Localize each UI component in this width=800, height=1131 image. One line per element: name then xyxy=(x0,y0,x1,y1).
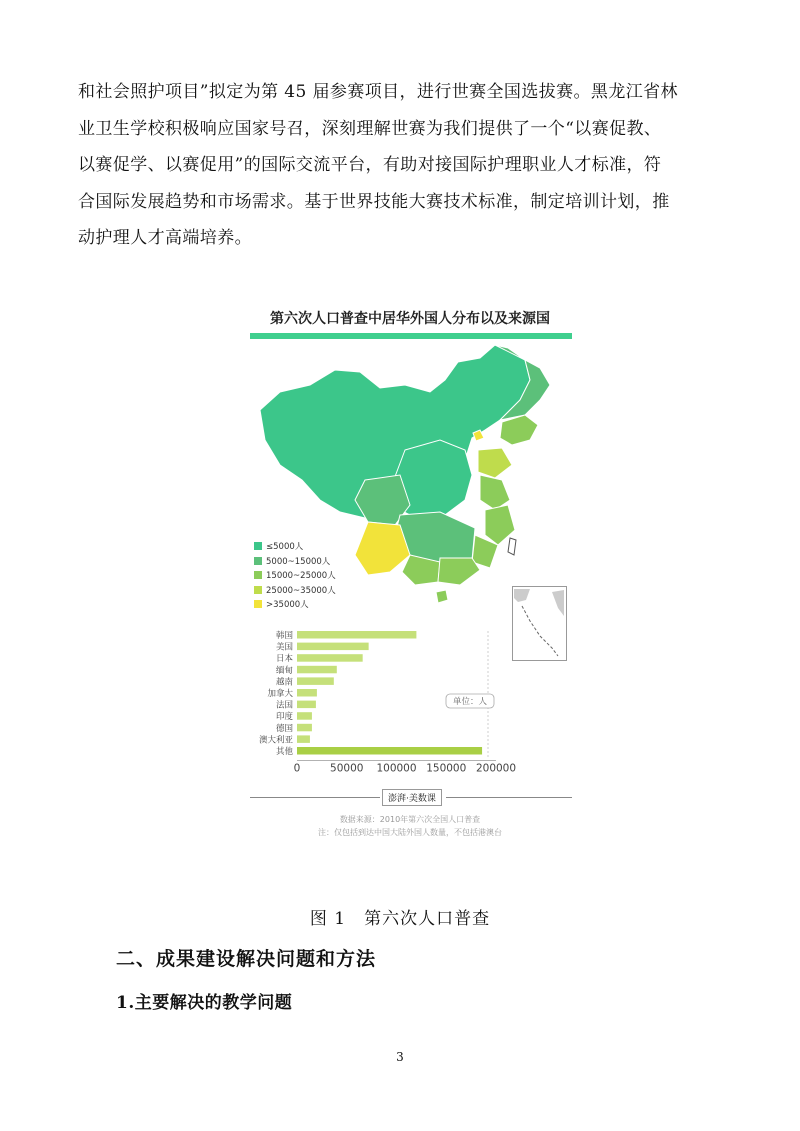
legend-label: 5000~15000人 xyxy=(266,556,331,567)
legend-item xyxy=(254,597,336,612)
x-tick-label: 50000 xyxy=(330,762,364,775)
legend-item xyxy=(254,554,336,569)
bar xyxy=(297,654,363,662)
legend-label: ≤5000人 xyxy=(266,542,304,553)
map-region-guangdong xyxy=(438,558,480,585)
bar xyxy=(297,701,316,709)
legend-item xyxy=(254,568,336,583)
legend-item xyxy=(254,539,336,554)
legend-label: >35000人 xyxy=(266,600,309,611)
x-tick-label: 0 xyxy=(293,762,301,775)
legend-swatch xyxy=(254,600,262,608)
body-paragraph xyxy=(78,74,724,257)
bar xyxy=(297,666,337,674)
bar xyxy=(297,724,312,732)
bar xyxy=(297,735,310,743)
category-label: 澳大利亚 xyxy=(258,735,293,746)
x-tick-label: 150000 xyxy=(426,762,467,775)
paragraph-line: 业卫生学校积极响应国家号召，深刻理解世赛为我们提供了一个“以赛促教、 xyxy=(78,118,662,139)
map-region-liaoning xyxy=(500,415,538,445)
category-label: 德国 xyxy=(275,723,293,734)
bar xyxy=(297,689,317,697)
infographic-title: 第六次人口普查中居华外国人分布以及来源国 xyxy=(270,311,550,327)
category-label: 韩国 xyxy=(275,631,293,641)
category-label: 加拿大 xyxy=(267,689,293,699)
category-label: 法国 xyxy=(275,700,293,711)
data-source xyxy=(240,813,580,839)
category-label: 缅甸 xyxy=(275,665,293,676)
brand-logo: 澎湃·美数课 xyxy=(382,789,442,806)
census-infographic xyxy=(240,300,580,845)
source-line: 数据来源：2010年第六次全国人口普查 xyxy=(339,815,481,824)
paragraph-line: 以赛促学、以赛促用”的国际交流平台，有助对接国际护理职业人才标准，符 xyxy=(78,155,662,175)
paragraph-line: 和社会照护项目”拟定为第 45 届参赛项目，进行世赛全国选拔赛。黑龙江省林 xyxy=(78,82,678,102)
paragraph-line: 动护理人才高端培养。 xyxy=(78,228,252,248)
category-label: 日本 xyxy=(275,654,293,665)
category-label: 越南 xyxy=(275,677,293,688)
legend-swatch xyxy=(254,542,262,550)
brand-row xyxy=(240,786,580,808)
source-country-bar-chart xyxy=(240,625,580,785)
brand-line-left xyxy=(250,797,380,798)
bar xyxy=(297,643,369,651)
brand-line-right xyxy=(446,797,572,798)
x-tick-label: 200000 xyxy=(475,762,517,775)
legend-label: 15000~25000人 xyxy=(266,571,336,582)
page-number: 3 xyxy=(396,1050,404,1064)
category-label: 美国 xyxy=(275,642,293,653)
legend-label: 25000~35000人 xyxy=(266,585,336,596)
bar xyxy=(297,631,416,639)
map-region-jiangsu xyxy=(480,475,510,510)
paragraph-line: 合国际发展趋势和市场需求。基于世界技能大赛技术标准，制定培训计划，推 xyxy=(78,191,670,212)
legend-item xyxy=(254,583,336,598)
unit-label: 单位：人 xyxy=(452,697,488,707)
source-note: 注：仅包括到达中国大陆外国人数量，不包括港澳台 xyxy=(318,828,502,837)
map-legend xyxy=(254,539,336,612)
bar xyxy=(297,747,482,755)
map-region-hainan xyxy=(436,590,448,603)
legend-swatch xyxy=(254,557,262,565)
bar xyxy=(297,677,334,685)
subsection-heading: 1.主要解决的教学问题 xyxy=(116,993,293,1013)
section-heading: 二、成果建设解决问题和方法 xyxy=(116,948,377,970)
bar xyxy=(297,712,312,720)
figure-caption: 图 1 第六次人口普查 xyxy=(309,909,491,929)
map-region-shandong xyxy=(478,448,512,478)
legend-swatch xyxy=(254,586,262,594)
map-region-taiwan xyxy=(508,538,516,555)
map-region-yunnan xyxy=(355,522,410,575)
category-label: 其他 xyxy=(275,747,293,757)
legend-swatch xyxy=(254,571,262,579)
x-tick-label: 100000 xyxy=(376,762,417,775)
category-label: 印度 xyxy=(275,712,293,723)
